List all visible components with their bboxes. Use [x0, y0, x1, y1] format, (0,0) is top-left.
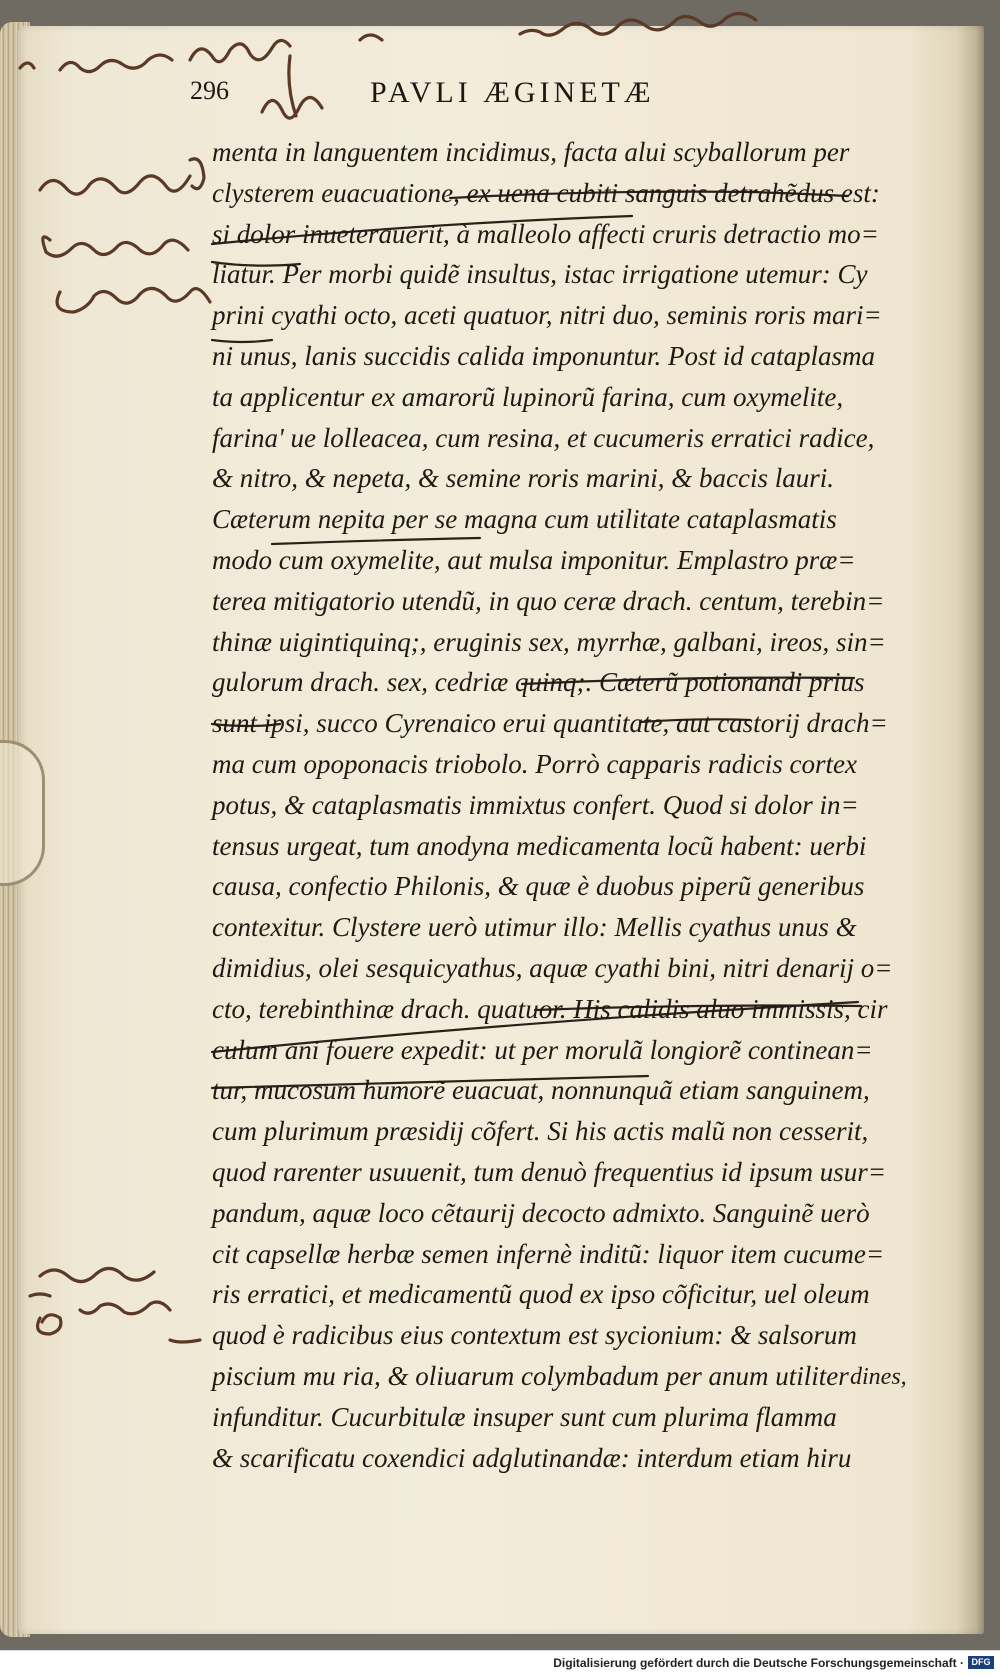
- text-line: contexitur. Clystere uerò utimur illo: Mellis cyathus unus &: [212, 912, 857, 943]
- page-number: 296: [190, 76, 229, 105]
- text-line: tur, mucosum humorẽ euacuat, nonnunquã etiam sanguinem,: [212, 1075, 870, 1106]
- text-line: ni unus, lanis succidis calida imponuntur. Post id cataplasma: [212, 340, 876, 371]
- text-line: dimidius, olei sesquicyathus, aquæ cyathi bini, nitri denarij o=: [212, 952, 893, 983]
- text-line: ris erratici, et medicamentũ quod ex ipso cõficitur, uel oleum: [212, 1279, 870, 1310]
- text-line: ta applicentur ex amarorũ lupinorũ farina, cum oxymelite,: [212, 381, 844, 412]
- text-line: cum plurimum præsidij cõfert. Si his actis malũ non cesserit,: [212, 1116, 869, 1147]
- text-line: piscium mu ria, & oliuarum colymbadum per anum utiliter: [212, 1360, 849, 1391]
- margin-note-5: [38, 1302, 200, 1342]
- text-line: si dolor inueterauerit, à malleolo affecti cruris detractio mo=: [212, 218, 879, 249]
- text-line: potus, & cataplasmatis immixtus confert. Quod si dolor in=: [212, 789, 859, 820]
- text-line: causa, confectio Philonis, & quæ è duobus piperũ generibus: [212, 871, 865, 902]
- text-line: ma cum opoponacis triobolo. Porrò capparis radicis cortex: [212, 748, 857, 779]
- text-line: Cæterum nepita per se magna cum utilitate cataplasmatis: [212, 504, 837, 535]
- text-line: cit capsellæ herbæ semen infernè inditũ: liquor item cucume=: [212, 1238, 885, 1269]
- text-line: & nitro, & nepeta, & semine roris marini, & baccis lauri.: [212, 463, 834, 494]
- margin-note-3: [57, 288, 210, 312]
- text-line: liatur. Per morbi quidẽ insultus, istac irrigatione utemur: Cy: [212, 259, 868, 290]
- text-line: infunditur. Cucurbitulæ insuper sunt cum plurima flamma: [212, 1401, 837, 1432]
- text-line: culum ani fouere expedit: ut per morulã longiorẽ continean=: [212, 1034, 873, 1065]
- text-line: quod è radicibus eius contextum est sycionium: & salsorum: [212, 1320, 857, 1351]
- margin-note-4: [30, 1268, 154, 1296]
- digitization-footer: [0, 1650, 1000, 1675]
- running-head: [190, 76, 930, 116]
- text-line: thinæ uigintiquinq;, eruginis sex, myrrhæ, galbani, ireos, sin=: [212, 626, 886, 657]
- text-line: menta in languentem incidimus, facta alui scyballorum per: [212, 137, 850, 167]
- catchword: dines,: [850, 1364, 907, 1390]
- dfg-logo: DFG: [968, 1656, 994, 1669]
- text-line: tensus urgeat, tum anodyna medicamenta locũ habent: uerbi: [212, 830, 867, 861]
- text-line: clysterem euacuatione, ex uena cubiti sanguis detrahẽdus est:: [212, 177, 880, 208]
- body-text: [212, 132, 912, 1478]
- margin-note-2: [43, 237, 188, 256]
- funding-credit: Digitalisierung gefördert durch die Deutsche Forschungsgemeinschaft ·: [553, 1656, 964, 1670]
- margin-note-1: [40, 159, 204, 194]
- text-line: quod rarenter usuuenit, tum denuò frequentius id ipsum usur=: [212, 1156, 886, 1187]
- text-line: modo cum oxymelite, aut mulsa imponitur. Emplastro præ=: [212, 544, 856, 575]
- text-line: farina' ue lolleacea, cum resina, et cucumeris erratici radice,: [212, 422, 875, 453]
- text-line: terea mitigatorio utendũ, in quo ceræ drach. centum, terebin=: [212, 585, 885, 616]
- text-line: sunt ipsi, succo Cyrenaico erui quantitate, aut castorij drach=: [212, 708, 888, 739]
- text-line: cto, terebinthinæ drach. quatuor. His calidis aluo immissis, cir: [212, 993, 888, 1024]
- text-line: prini cyathi octo, aceti quatuor, nitri duo, seminis roris mari=: [212, 300, 882, 331]
- text-line: pandum, aquæ loco cẽtaurij decocto admixto. Sanguinẽ uerò: [212, 1197, 870, 1228]
- text-line: gulorum drach. sex, cedriæ quinq;. Cæterũ potionandi prius: [212, 667, 865, 698]
- text-line: & scarificatu coxendici adglutinandæ: interdum etiam hiru: [212, 1442, 852, 1473]
- running-title: PAVLI ÆGINETÆ: [370, 76, 655, 109]
